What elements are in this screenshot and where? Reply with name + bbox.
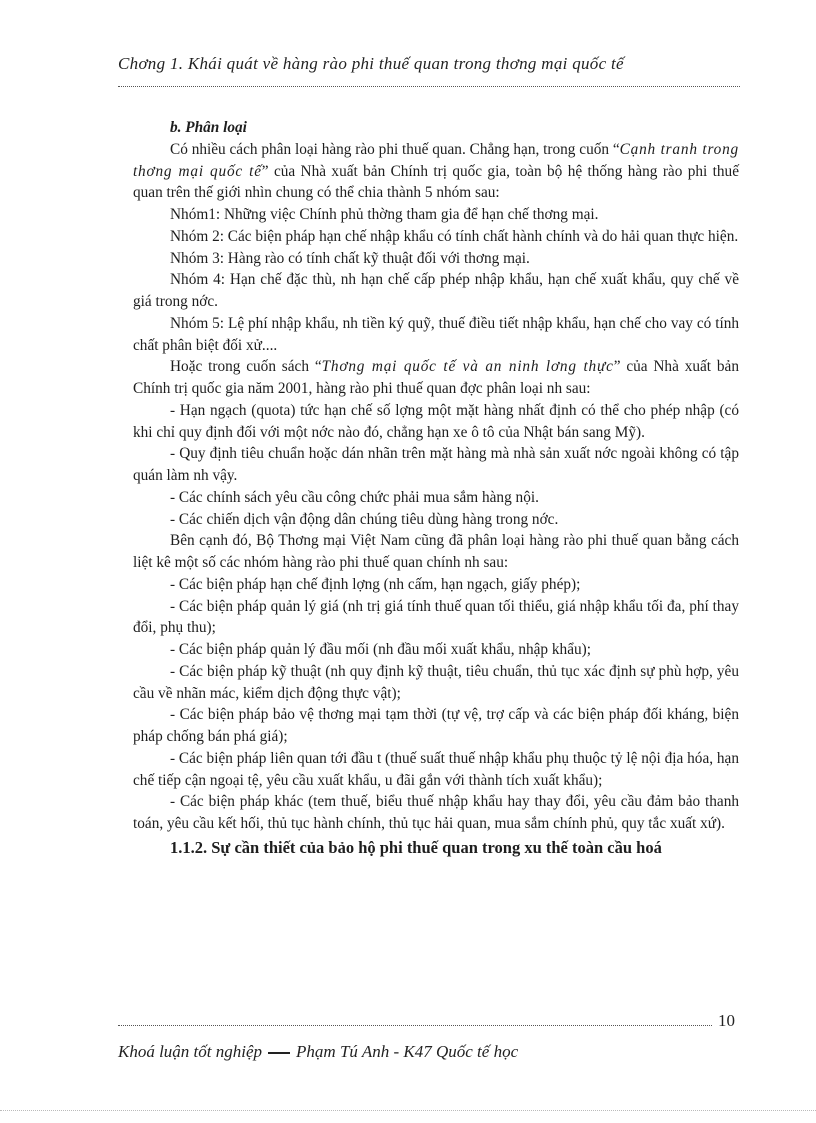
list-item: - Các chiến dịch vận động dân chúng tiêu dùng hàng trong nớc. bbox=[170, 510, 559, 528]
book-title: Cạnh tranh trong thơng mại quốc tế bbox=[133, 140, 739, 180]
list-item: - Hạn ngạch (quota) tức hạn chế số lợng một mặt hàng nhất định có thể cho phép nhập (có khi chỉ quy định đối với một nớc nào đó, chẳng hạn xe ô tô của Nhật bán sang Mỹ). bbox=[133, 401, 739, 441]
intro-paragraph: Có nhiều cách phân loại hàng rào phi thuế quan. Chẳng hạn, trong cuốn “Cạnh tranh trong thơng mại quốc tế” của Nhà xuất bản Chính trị quốc gia, toàn bộ hệ thống hàng rào phi thuế quan trên thế giới nhìn chung có thể chia thành 5 nhóm sau: bbox=[133, 140, 739, 202]
list-item: - Các biện pháp quản lý giá (nh trị giá tính thuế quan tối thiểu, giá nhập khẩu tối đa, phí thay đổi, phụ thu); bbox=[133, 597, 739, 637]
page-body bbox=[133, 117, 739, 859]
group-item: Nhóm 2: Các biện pháp hạn chế nhập khẩu có tính chất hành chính và do hải quan thực hiện. bbox=[170, 227, 739, 245]
footer-dash bbox=[268, 1052, 290, 1054]
book-title: Thơng mại quốc tế và an ninh lơng thực bbox=[321, 358, 614, 376]
running-header: Chơng 1. Khái quát về hàng rào phi thuế quan trong thơng mại quốc tế bbox=[118, 54, 624, 73]
page-number: 10 bbox=[718, 1011, 735, 1030]
page-edge bbox=[0, 1110, 816, 1111]
group-item: Nhóm 5: Lệ phí nhập khẩu, nh tiền ký quỹ, thuế điều tiết nhập khẩu, hạn chế cho vay có tính chất phân biệt đối xử.... bbox=[133, 314, 739, 354]
list-item: - Quy định tiêu chuẩn hoặc dán nhãn trên mặt hàng mà nhà sản xuất nớc ngoài không có tập quán làm nh vậy. bbox=[133, 445, 739, 484]
list-item: - Các biện pháp bảo vệ thơng mại tạm thời (tự vệ, trợ cấp và các biện pháp đối kháng, biện pháp chống bán phá giá); bbox=[133, 706, 739, 745]
list-item: - Các biện pháp quản lý đầu mối (nh đầu mối xuất khẩu, nhập khẩu); bbox=[170, 641, 591, 658]
list-item: - Các biện pháp khác (tem thuế, biểu thuế nhập khẩu hay thay đổi, yêu cầu đảm bảo thanh toán, yêu cầu kết hối, thủ tục hành chính, thủ tục hải quan, mua sắm chính phủ, quy tắc xuất xứ). bbox=[133, 793, 739, 832]
section-heading: 1.1.2. Sự cần thiết của bảo hộ phi thuế quan trong xu thế toàn cầu hoá bbox=[170, 837, 662, 857]
list-item: - Các biện pháp hạn chế định lợng (nh cấm, hạn ngạch, giấy phép); bbox=[170, 575, 581, 593]
list-item: - Các biện pháp kỹ thuật (nh quy định kỹ thuật, tiêu chuẩn, thủ tục xác định sự phù hợp, yêu cầu về nhãn mác, kiểm dịch động thực vật); bbox=[133, 662, 739, 702]
running-footer bbox=[118, 1042, 738, 1062]
footer-left: Khoá luận tốt nghiệp bbox=[118, 1042, 263, 1061]
list-item: - Các biện pháp liên quan tới đầu t (thuế suất thuế nhập khẩu phụ thuộc tỷ lệ nội địa hóa, hạn chế tiếp cận ngoại tệ, yêu cầu xuất khẩu, u đãi gắn với thành tích xuất khẩu); bbox=[133, 749, 739, 789]
group-item: Nhóm1: Những việc Chính phủ thờng tham gia để hạn chế thơng mại. bbox=[170, 206, 599, 223]
subheading: b. Phân loại bbox=[170, 119, 247, 136]
footer-right: Phạm Tú Anh - K47 Quốc tế học bbox=[296, 1042, 519, 1061]
ministry-paragraph: Bên cạnh đó, Bộ Thơng mại Việt Nam cũng đã phân loại hàng rào phi thuế quan bằng cách liệt kê một số các nhóm hàng rào phi thuế quan chính nh sau: bbox=[133, 532, 739, 571]
group-item: Nhóm 3: Hàng rào có tính chất kỹ thuật đối với thơng mại. bbox=[170, 249, 530, 267]
list-item: - Các chính sách yêu cầu công chức phải mua sắm hàng nội. bbox=[170, 488, 539, 506]
group-item: Nhóm 4: Hạn chế đặc thù, nh hạn chế cấp phép nhập khẩu, hạn chế xuất khẩu, quy chế về giá trong nớc. bbox=[133, 271, 739, 310]
header-rule bbox=[118, 86, 740, 87]
second-paragraph: Hoặc trong cuốn sách “Thơng mại quốc tế và an ninh lơng thực” của Nhà xuất bản Chính trị quốc gia năm 2001, hàng rào phi thuế quan đợc phân loại nh sau: bbox=[133, 358, 739, 397]
footer-rule bbox=[118, 1025, 712, 1026]
